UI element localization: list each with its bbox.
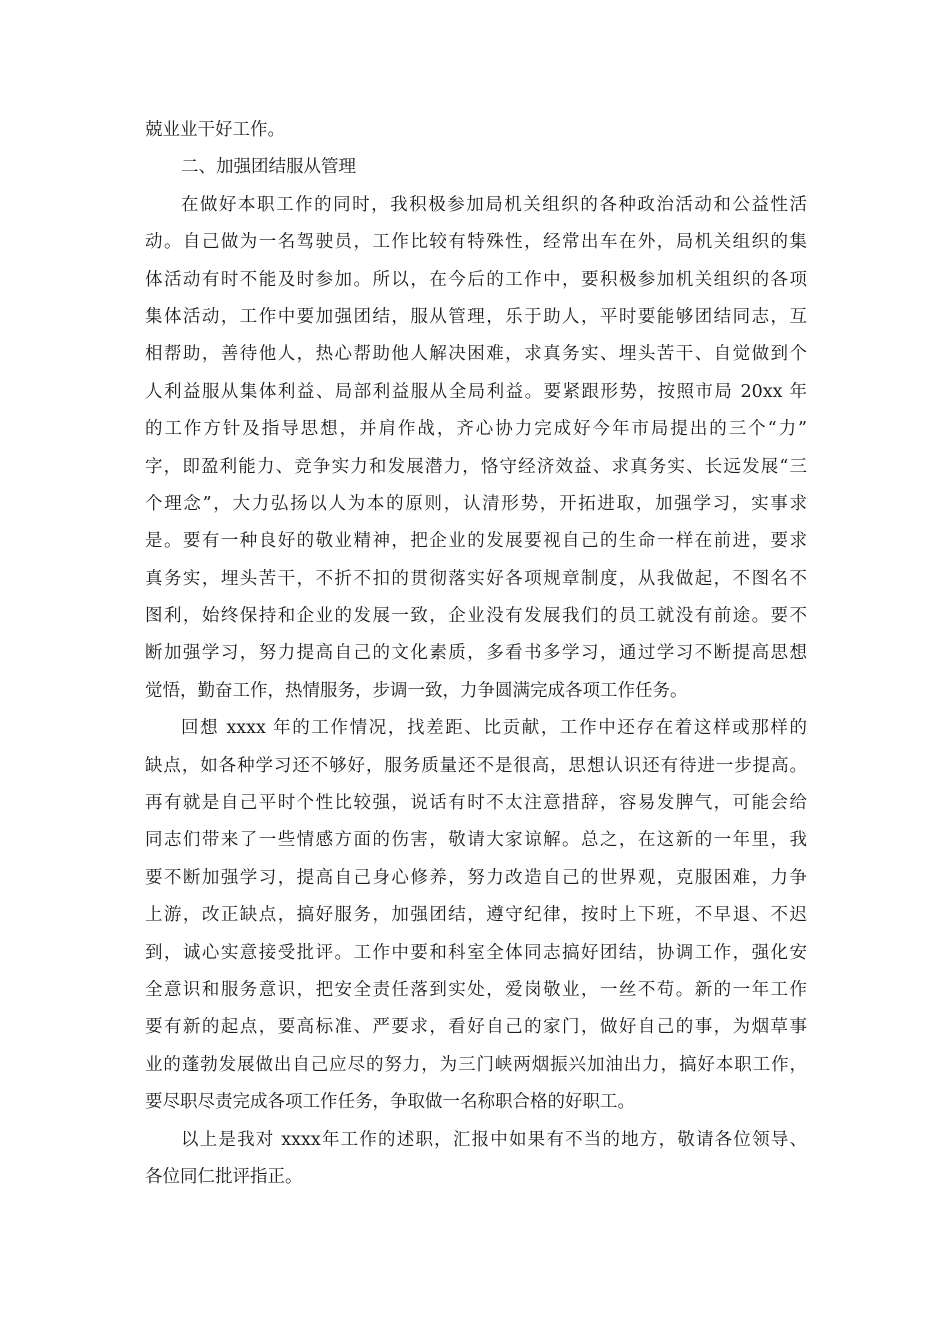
text-line: 全意识和服务意识，把安全责任落到实处，爱岗敬业，一丝不苟。新的一年工作 [145, 979, 807, 1000]
text-line: 图利，始终保持和企业的发展一致，企业没有发展我们的员工就没有前途。要不 [145, 606, 807, 627]
text-line: 缺点，如各种学习还不够好，服务质量还不是很高，思想认识还有待进一步提高。 [145, 755, 807, 776]
text-line: 要不断加强学习，提高自己身心修养，努力改造自己的世界观，克服困难，力争 [145, 867, 807, 888]
section-heading: 二、加强团结服从管理 [181, 157, 356, 178]
text-line: 要有新的起点，要高标准、严要求，看好自己的家门，做好自己的事，为烟草事 [145, 1017, 807, 1038]
text-line: 同志们带来了一些情感方面的伤害，敬请大家谅解。总之，在这新的一年里，我 [145, 830, 807, 851]
text-line: 上游，改正缺点，搞好服务，加强团结，遵守纪律，按时上下班，不早退、不迟 [145, 905, 807, 926]
text-line: 字，即盈利能力、竞争实力和发展潜力，恪守经济效益、求真务实、长远发展“三 [145, 456, 807, 477]
text-line: 真务实，埋头苦干，不折不扣的贯彻落实好各项规章制度，从我做起，不图名不 [145, 568, 807, 589]
document-body [145, 112, 807, 1196]
text-line: 体活动有时不能及时参加。所以，在今后的工作中，要积极参加机关组织的各项 [145, 269, 807, 290]
text-line: 兢业业干好工作。 [145, 120, 285, 140]
text-line: 断加强学习，努力提高自己的文化素质，多看书多学习，通过学习不断提高思想 [145, 643, 807, 664]
text-line: 动。自己做为一名驾驶员，工作比较有特殊性，经常出车在外，局机关组织的集 [145, 232, 807, 253]
paragraph-reflection [145, 710, 807, 1121]
text-line: 业的蓬勃发展做出自己应尽的努力，为三门峡两烟振兴加油出力，搞好本职工作， [145, 1054, 807, 1075]
text-line: 的工作方针及指导思想，并肩作战，齐心协力完成好今年市局提出的三个“力” [145, 419, 807, 440]
paragraph-teamwork [145, 187, 807, 710]
paragraph-continuation [145, 112, 807, 149]
text-line: 相帮助，善待他人，热心帮助他人解决困难，求真务实、埋头苦干、自觉做到个 [145, 344, 807, 365]
text-line: 以上是我对 xxxx年工作的述职，汇报中如果有不当的地方，敬请各位领导、 [181, 1129, 807, 1150]
text-line: 回想 xxxx 年的工作情况，找差距、比贡献，工作中还存在着这样或那样的 [181, 718, 807, 739]
paragraph-closing [145, 1122, 807, 1197]
text-line: 再有就是自己平时个性比较强，说话有时不太注意措辞，容易发脾气，可能会给 [145, 793, 807, 814]
text-line: 个理念”，大力弘扬以人为本的原则，认清形势，开拓进取，加强学习，实事求 [145, 493, 807, 514]
text-line: 是。要有一种良好的敬业精神，把企业的发展要视自己的生命一样在前进，要求 [145, 531, 807, 552]
text-line: 人利益服从集体利益、局部利益服从全局利益。要紧跟形势，按照市局 20xx 年 [145, 381, 807, 402]
text-line: 到，诚心实意接受批评。工作中要和科室全体同志搞好团结，协调工作，强化安 [145, 942, 807, 963]
text-line: 各位同仁批评指正。 [145, 1166, 303, 1187]
text-line: 要尽职尽责完成各项工作任务，争取做一名称职合格的好职工。 [145, 1092, 635, 1113]
text-line: 集体活动，工作中要加强团结，服从管理，乐于助人，平时要能够团结同志，互 [145, 306, 807, 327]
text-line: 在做好本职工作的同时，我积极参加局机关组织的各种政治活动和公益性活 [181, 194, 807, 215]
text-line: 觉悟，勤奋工作，热情服务，步调一致，力争圆满完成各项工作任务。 [145, 680, 688, 701]
